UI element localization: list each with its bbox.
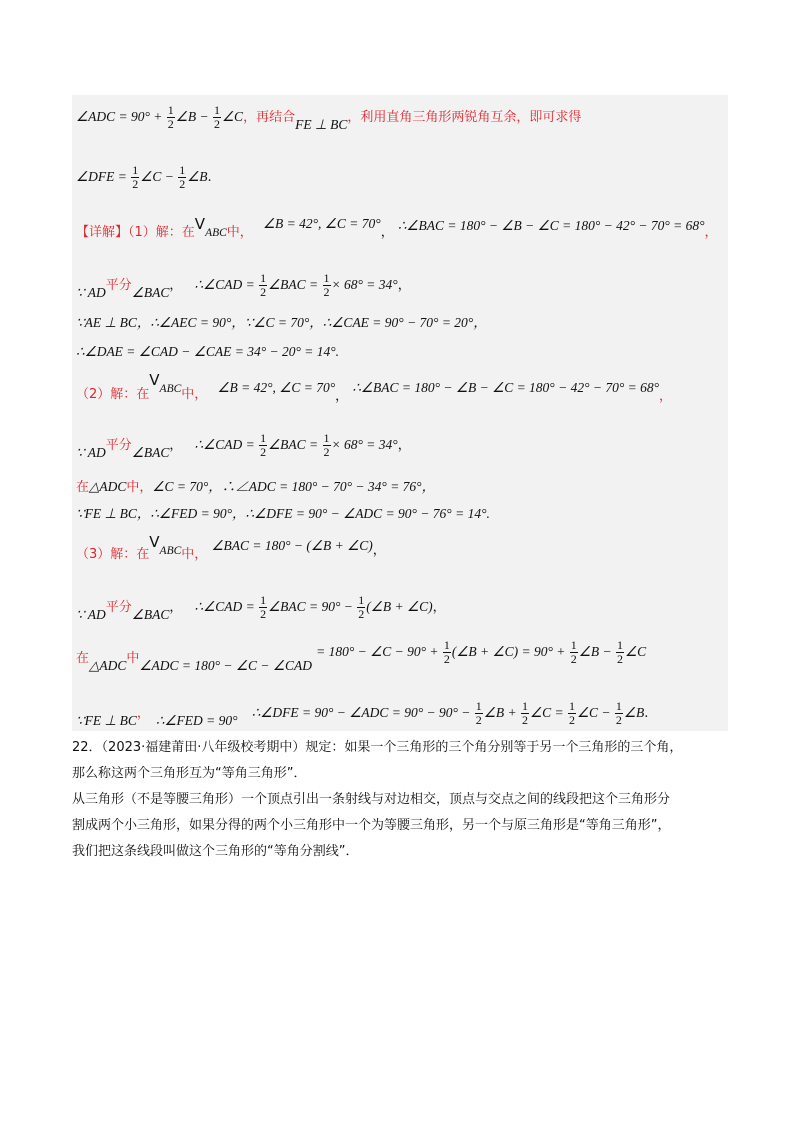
math: ∠B − xyxy=(578,644,615,659)
solution-line-14 xyxy=(76,700,648,727)
math: (∠B + ∠C) xyxy=(366,599,433,614)
punct: ， xyxy=(169,438,183,453)
math: ABC xyxy=(159,545,182,557)
fraction: $\frac{1}{2}$ xyxy=(521,699,528,727)
red-text: （1）解：在 xyxy=(128,225,195,240)
fraction: $\frac{1}{2}$ xyxy=(323,431,330,459)
math: ∠BAC xyxy=(131,285,170,300)
triangle-symbol: V xyxy=(149,533,160,551)
triangle-symbol: V xyxy=(149,371,160,389)
math: ∵ AD xyxy=(76,285,106,300)
red-text: 平分 xyxy=(105,438,132,453)
math: ∠DFE = xyxy=(76,169,131,184)
punct: . xyxy=(207,170,212,185)
math: ∠BAC = xyxy=(268,277,322,292)
fraction: $\frac{1}{2}$ xyxy=(358,593,365,621)
math: ∵ AD xyxy=(76,607,106,622)
fraction: $\frac{1}{2}$ xyxy=(132,163,139,191)
solution-line-11 xyxy=(76,533,386,562)
math: ABC xyxy=(159,383,182,395)
math: ∠BAC xyxy=(131,445,170,460)
fraction: $\frac{1}{2}$ xyxy=(213,103,220,131)
solution-line-3 xyxy=(76,215,718,242)
math: (∠B + ∠C) = 90° + xyxy=(451,644,569,659)
math: ∵ AD xyxy=(76,445,106,460)
math: ∠B + xyxy=(483,705,520,720)
math: ∠C xyxy=(221,109,244,124)
red-text: 在 xyxy=(76,480,90,495)
math: FE ⊥ BC xyxy=(295,117,348,132)
math: ∠ADC = 90° + xyxy=(76,109,166,124)
math: ∠C − xyxy=(140,169,178,184)
math: ∴∠CAD = xyxy=(194,437,259,452)
red-text: （3）解：在 xyxy=(76,547,150,562)
problem-22 xyxy=(72,737,728,863)
solution-line-1 xyxy=(76,104,581,131)
red-text: 在 xyxy=(76,651,90,666)
problem-22-line-3: 从三角形（不是等腰三角形）一个顶点引出一条射线与对边相交，顶点与交点之间的线段把这个三角形分 xyxy=(72,792,671,807)
solution-line-4 xyxy=(76,272,411,299)
punct: ， xyxy=(380,225,394,240)
math: ∠C = 70°，∴∠ADC = 180° − 70° − 34° = 76°， xyxy=(152,479,436,494)
math: ∠B − xyxy=(175,109,212,124)
triangle-symbol: V xyxy=(194,215,206,233)
solution-line-8 xyxy=(76,432,411,459)
math: ∠BAC = xyxy=(268,437,322,452)
solution-line-10: ∵FE ⊥ BC，∴∠FED = 90°，∴∠DFE = 90° − ∠ADC = 90° − 76° = 14°. xyxy=(76,506,490,521)
punct: ， xyxy=(704,225,718,240)
math: ∠BAC = 90° − xyxy=(268,599,357,614)
math: ∠C − xyxy=(576,705,614,720)
solution-line-2 xyxy=(76,164,212,191)
math: = 180° − ∠C − 90° + xyxy=(316,644,442,659)
math: ∠C = xyxy=(529,705,567,720)
problem-22-line-4: 割成两个小三角形，如果分得的两个小三角形中一个为等腰三角形，另一个与原三角形是“等角三角形”， xyxy=(72,818,671,833)
problem-22-line-1: 22．（2023·福建莆田·八年级校考期中）规定：如果一个三角形的三个角分别等于另一个三角形的三个角， xyxy=(72,740,683,755)
math: × 68° = 34° xyxy=(331,277,398,292)
fraction: $\frac{1}{2}$ xyxy=(179,163,186,191)
detail-label: 【详解】 xyxy=(76,225,129,240)
math: ∠BAC xyxy=(131,607,170,622)
math: ABC xyxy=(205,227,227,239)
fraction: $\frac{1}{2}$ xyxy=(323,271,330,299)
red-text: ，利用直角三角形两锐角互余，即可求得 xyxy=(347,110,582,125)
math: ∴∠CAD = xyxy=(194,599,259,614)
punct: ， xyxy=(335,389,349,404)
punct: ， xyxy=(432,600,446,615)
math: ∴∠DFE = 90° − ∠ADC = 90° − 90° − xyxy=(251,705,474,720)
fraction: $\frac{1}{2}$ xyxy=(615,699,622,727)
punct: ， xyxy=(659,389,673,404)
fraction: $\frac{1}{2}$ xyxy=(443,638,450,666)
math: ∵FE ⊥ BC xyxy=(76,713,137,728)
red-text: ，再结合 xyxy=(243,110,296,125)
punct: ， xyxy=(169,278,183,293)
math: ∠B xyxy=(623,705,645,720)
red-text: 中， xyxy=(181,547,208,562)
solution-line-7 xyxy=(76,371,673,404)
punct: . xyxy=(644,706,649,721)
math: ∠BAC = 180° − (∠B + ∠C) xyxy=(211,538,373,553)
punct: ， xyxy=(397,278,411,293)
solution-line-12 xyxy=(76,594,446,621)
fraction: $\frac{1}{2}$ xyxy=(260,271,267,299)
red-text: 平分 xyxy=(105,278,132,293)
fraction: $\frac{1}{2}$ xyxy=(260,593,267,621)
red-text: 平分 xyxy=(105,600,132,615)
fraction: $\frac{1}{2}$ xyxy=(616,638,623,666)
solution-line-5: ∵AE ⊥ BC，∴∠AEC = 90°，∵∠C = 70°，∴∠CAE = 90° − 70° = 20°， xyxy=(76,315,487,330)
math: ∠B = 42°, ∠C = 70° xyxy=(217,380,336,395)
fraction: $\frac{1}{2}$ xyxy=(260,431,267,459)
fraction: $\frac{1}{2}$ xyxy=(570,638,577,666)
math: ∠C xyxy=(624,644,647,659)
math: ∴∠FED = 90° xyxy=(155,713,238,728)
solution-line-9 xyxy=(76,478,435,497)
fraction: $\frac{1}{2}$ xyxy=(568,699,575,727)
fraction: $\frac{1}{2}$ xyxy=(475,699,482,727)
punct: ， xyxy=(372,543,386,558)
red-text: 中， xyxy=(226,225,253,240)
red-text: 中， xyxy=(126,480,153,495)
solution-line-13 xyxy=(76,638,647,673)
math: ∠B = 42°, ∠C = 70° xyxy=(262,216,381,231)
red-text: 中， xyxy=(181,387,208,402)
fraction: $\frac{1}{2}$ xyxy=(167,103,174,131)
punct: ， xyxy=(169,600,183,615)
punct: ， xyxy=(136,706,150,721)
math: ∠B xyxy=(187,169,208,184)
math: ∴∠BAC = 180° − ∠B − ∠C = 180° − 42° − 70° = 68° xyxy=(397,218,705,233)
punct: ， xyxy=(397,438,411,453)
math: ∠ADC = 180° − ∠C − ∠CAD xyxy=(139,658,312,673)
red-text: （2）解：在 xyxy=(76,387,150,402)
red-text: 中 xyxy=(126,651,140,666)
math: △ADC xyxy=(89,479,127,494)
solution-line-6: ∴∠DAE = ∠CAD − ∠CAE = 34° − 20° = 14°. xyxy=(76,344,340,359)
math: △ADC xyxy=(89,658,127,673)
math: ∴∠BAC = 180° − ∠B − ∠C = 180° − 42° − 70° = 68° xyxy=(352,380,659,395)
problem-22-line-5: 我们把这条线段叫做这个三角形的“等角分割线”． xyxy=(72,844,359,859)
problem-22-line-2: 那么称这两个三角形互为“等角三角形”． xyxy=(72,766,307,781)
math: ∴∠CAD = xyxy=(194,277,259,292)
math: × 68° = 34° xyxy=(331,437,398,452)
